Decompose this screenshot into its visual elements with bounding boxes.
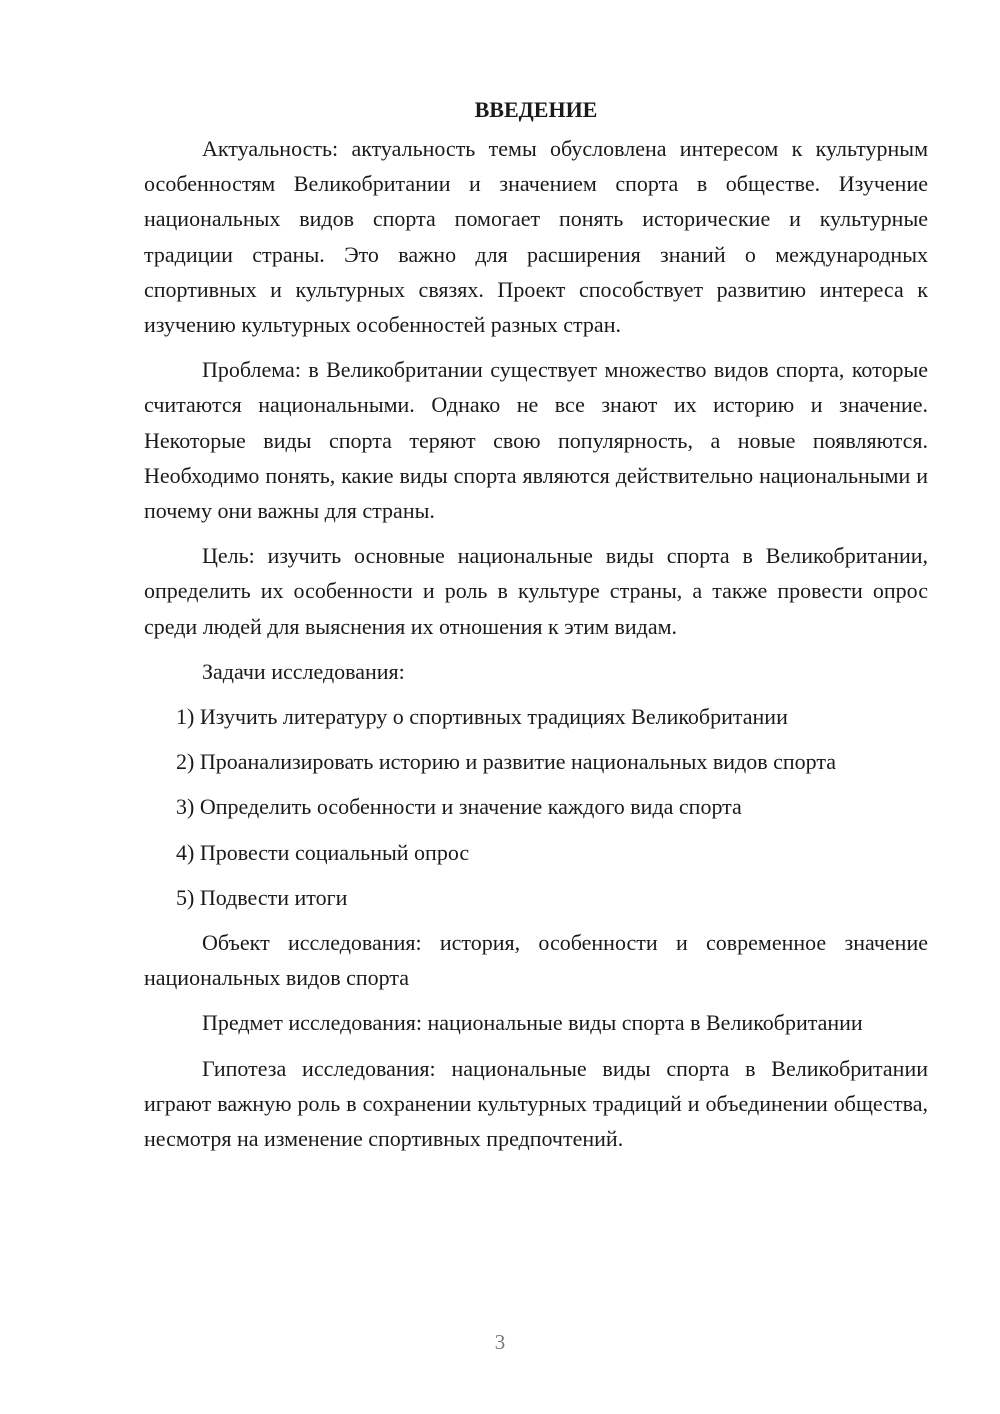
task-item: 3) Определить особенности и значение каждого вида спорта (176, 794, 742, 820)
hypothesis-paragraph: Гипотеза исследования: национальные виды спорта в Великобритании играют важную роль в сохранении культурных традиций и объединении общества, несмотря на изменение спортивных предпочтений. (144, 1055, 928, 1152)
page-title: ВВЕДЕНИЕ (474, 97, 598, 122)
problem-paragraph: Проблема: в Великобритании существует множество видов спорта, которые считаются национальными. Однако не все знают их историю и значение. Некоторые виды спорта теряют свою популярность, а новые появляются. Необходимо понять, какие виды спорта являются действительно национальными и почему они важны для страны. (144, 357, 928, 524)
task-item: 1) Изучить литературу о спортивных традициях Великобритании (176, 704, 788, 730)
relevance-paragraph: Актуальность: актуальность темы обусловлена интересом к культурным особенностям Великобритании и значением спорта в обществе. Изучение национальных видов спорта помогает понять исторические и культурные традиции страны. Это важно для расширения знаний о международных спортивных и культурных связях. Проект способствует развитию интереса к изучению культурных особенностей разных стран. (144, 136, 928, 338)
task-item: 2) Проанализировать историю и развитие национальных видов спорта (176, 749, 836, 775)
tasks-heading: Задачи исследования: (202, 658, 405, 684)
document-page (144, 92, 928, 1156)
goal-paragraph: Цель: изучить основные национальные виды спорта в Великобритании, определить их особенности и роль в культуре страны, а также провести опрос среди людей для выяснения их отношения к этим видам. (144, 543, 928, 639)
page-number: 3 (494, 1330, 506, 1354)
research-object-paragraph: Объект исследования: история, особенности и современное значение национальных видов спорта (144, 930, 928, 991)
task-item: 5) Подвести итоги (176, 884, 348, 910)
research-subject-paragraph: Предмет исследования: национальные виды спорта в Великобритании (202, 1010, 863, 1036)
task-item: 4) Провести социальный опрос (176, 839, 470, 865)
